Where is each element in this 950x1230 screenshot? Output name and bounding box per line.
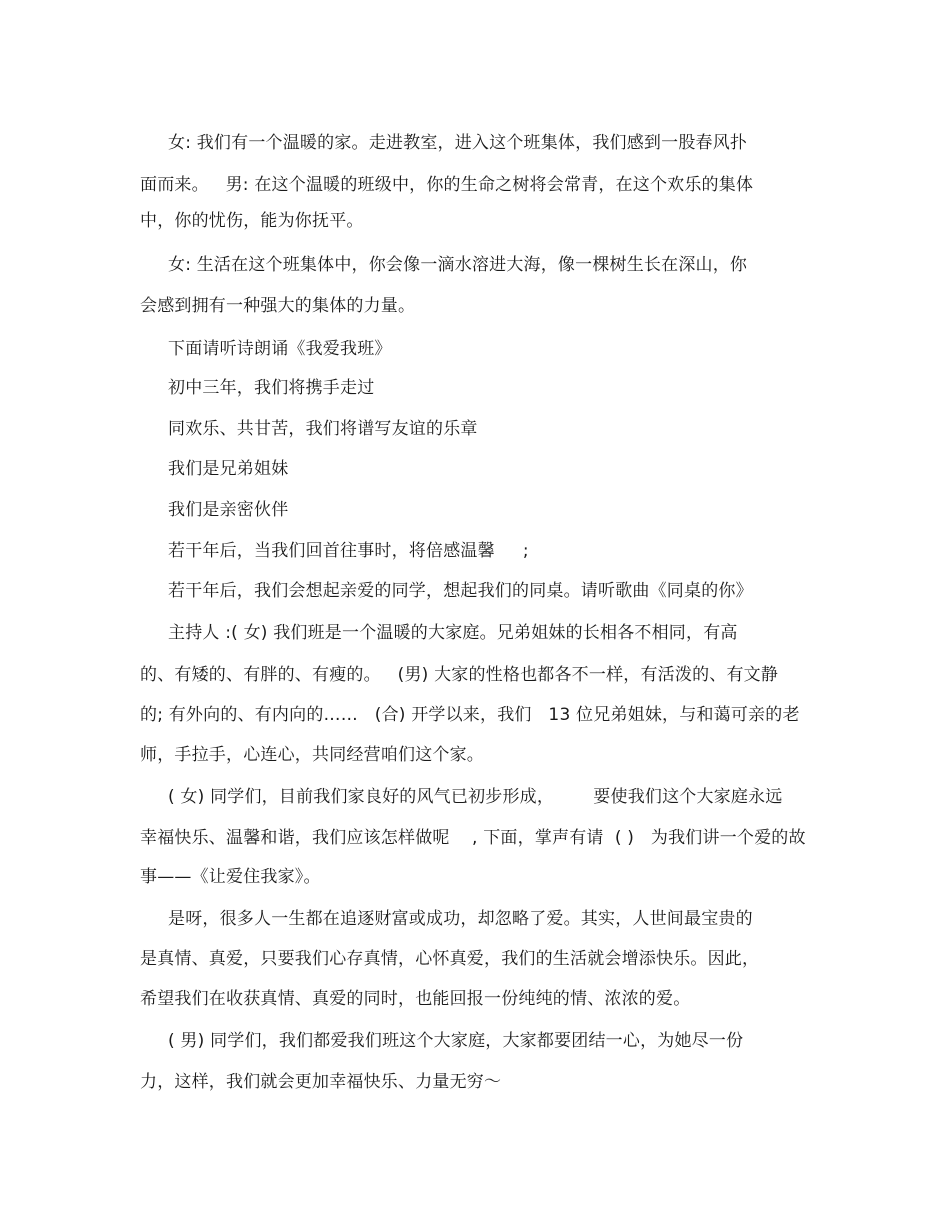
paragraph-line: ( 女) 同学们，目前我们家良好的风气已初步形成， 要使我们这个大家庭永远 <box>168 787 783 807</box>
poem-line: 我们是亲密伙伴 <box>168 500 289 520</box>
paragraph-line: 面而来。 男: 在这个温暖的班级中，你的生命之树将会常青，在这个欢乐的集体 <box>140 175 754 195</box>
paragraph-line: 力，这样，我们就会更加幸福快乐、力量无穷～ <box>140 1072 502 1092</box>
paragraph-line: 是真情、真爱，只要我们心存真情，心怀真爱，我们的生活就会增添快乐。因此， <box>140 949 760 969</box>
paragraph-line: 师，手拉手，心连心，共同经营咱们这个家。 <box>140 745 484 765</box>
poem-line: 同欢乐、共甘苦，我们将谱写友谊的乐章 <box>168 419 478 439</box>
paragraph-line: ( 男) 同学们，我们都爱我们班这个大家庭，大家都要团结一心，为她尽一份 <box>168 1031 744 1051</box>
paragraph-line: 的; 有外向的、有内向的…… (合) 开学以来，我们 13 位兄弟姐妹，与和蔼可亲的老 <box>140 705 800 725</box>
paragraph-line: 女: 我们有一个温暖的家。走进教室，进入这个班集体，我们感到一股春风扑 <box>168 133 748 153</box>
paragraph-line: 是呀，很多人一生都在追逐财富或成功，却忽略了爱。其实，人世间最宝贵的 <box>168 909 753 929</box>
paragraph-line: 的、有矮的、有胖的、有瘦的。 (男) 大家的性格也都各不一样，有活泼的、有文静 <box>140 665 779 685</box>
paragraph-line: 事——《让爱住我家》。 <box>140 867 321 887</box>
poem-title-line: 下面请听诗朗诵《我爱我班》 <box>168 339 392 359</box>
poem-line: 若干年后，我们会想起亲爱的同学，想起我们的同桌。请听歌曲《同桌的你》 <box>168 581 753 601</box>
poem-line: 初中三年，我们将携手走过 <box>168 378 375 398</box>
paragraph-line: 希望我们在收获真情、真爱的同时，也能回报一份纯纯的情、浓浓的爱。 <box>140 989 691 1009</box>
paragraph-line: 中，你的忧伤，能为你抚平。 <box>140 211 364 231</box>
poem-line: 若干年后，当我们回首往事时，将倍感温馨 ; <box>168 541 529 561</box>
paragraph-line: 会感到拥有一种强大的集体的力量。 <box>140 296 416 316</box>
paragraph-line: 主持人 :( 女) 我们班是一个温暖的大家庭。兄弟姐妹的长相各不相同，有高 <box>168 623 738 643</box>
paragraph-line: 幸福快乐、温馨和谐，我们应该怎样做呢 , 下面，掌声有请 ( ) 为我们讲一个爱的故 <box>140 828 806 848</box>
paragraph-line: 女: 生活在这个班集体中，你会像一滴水溶进大海，像一棵树生长在深山，你 <box>168 255 748 275</box>
poem-line: 我们是兄弟姐妹 <box>168 459 289 479</box>
